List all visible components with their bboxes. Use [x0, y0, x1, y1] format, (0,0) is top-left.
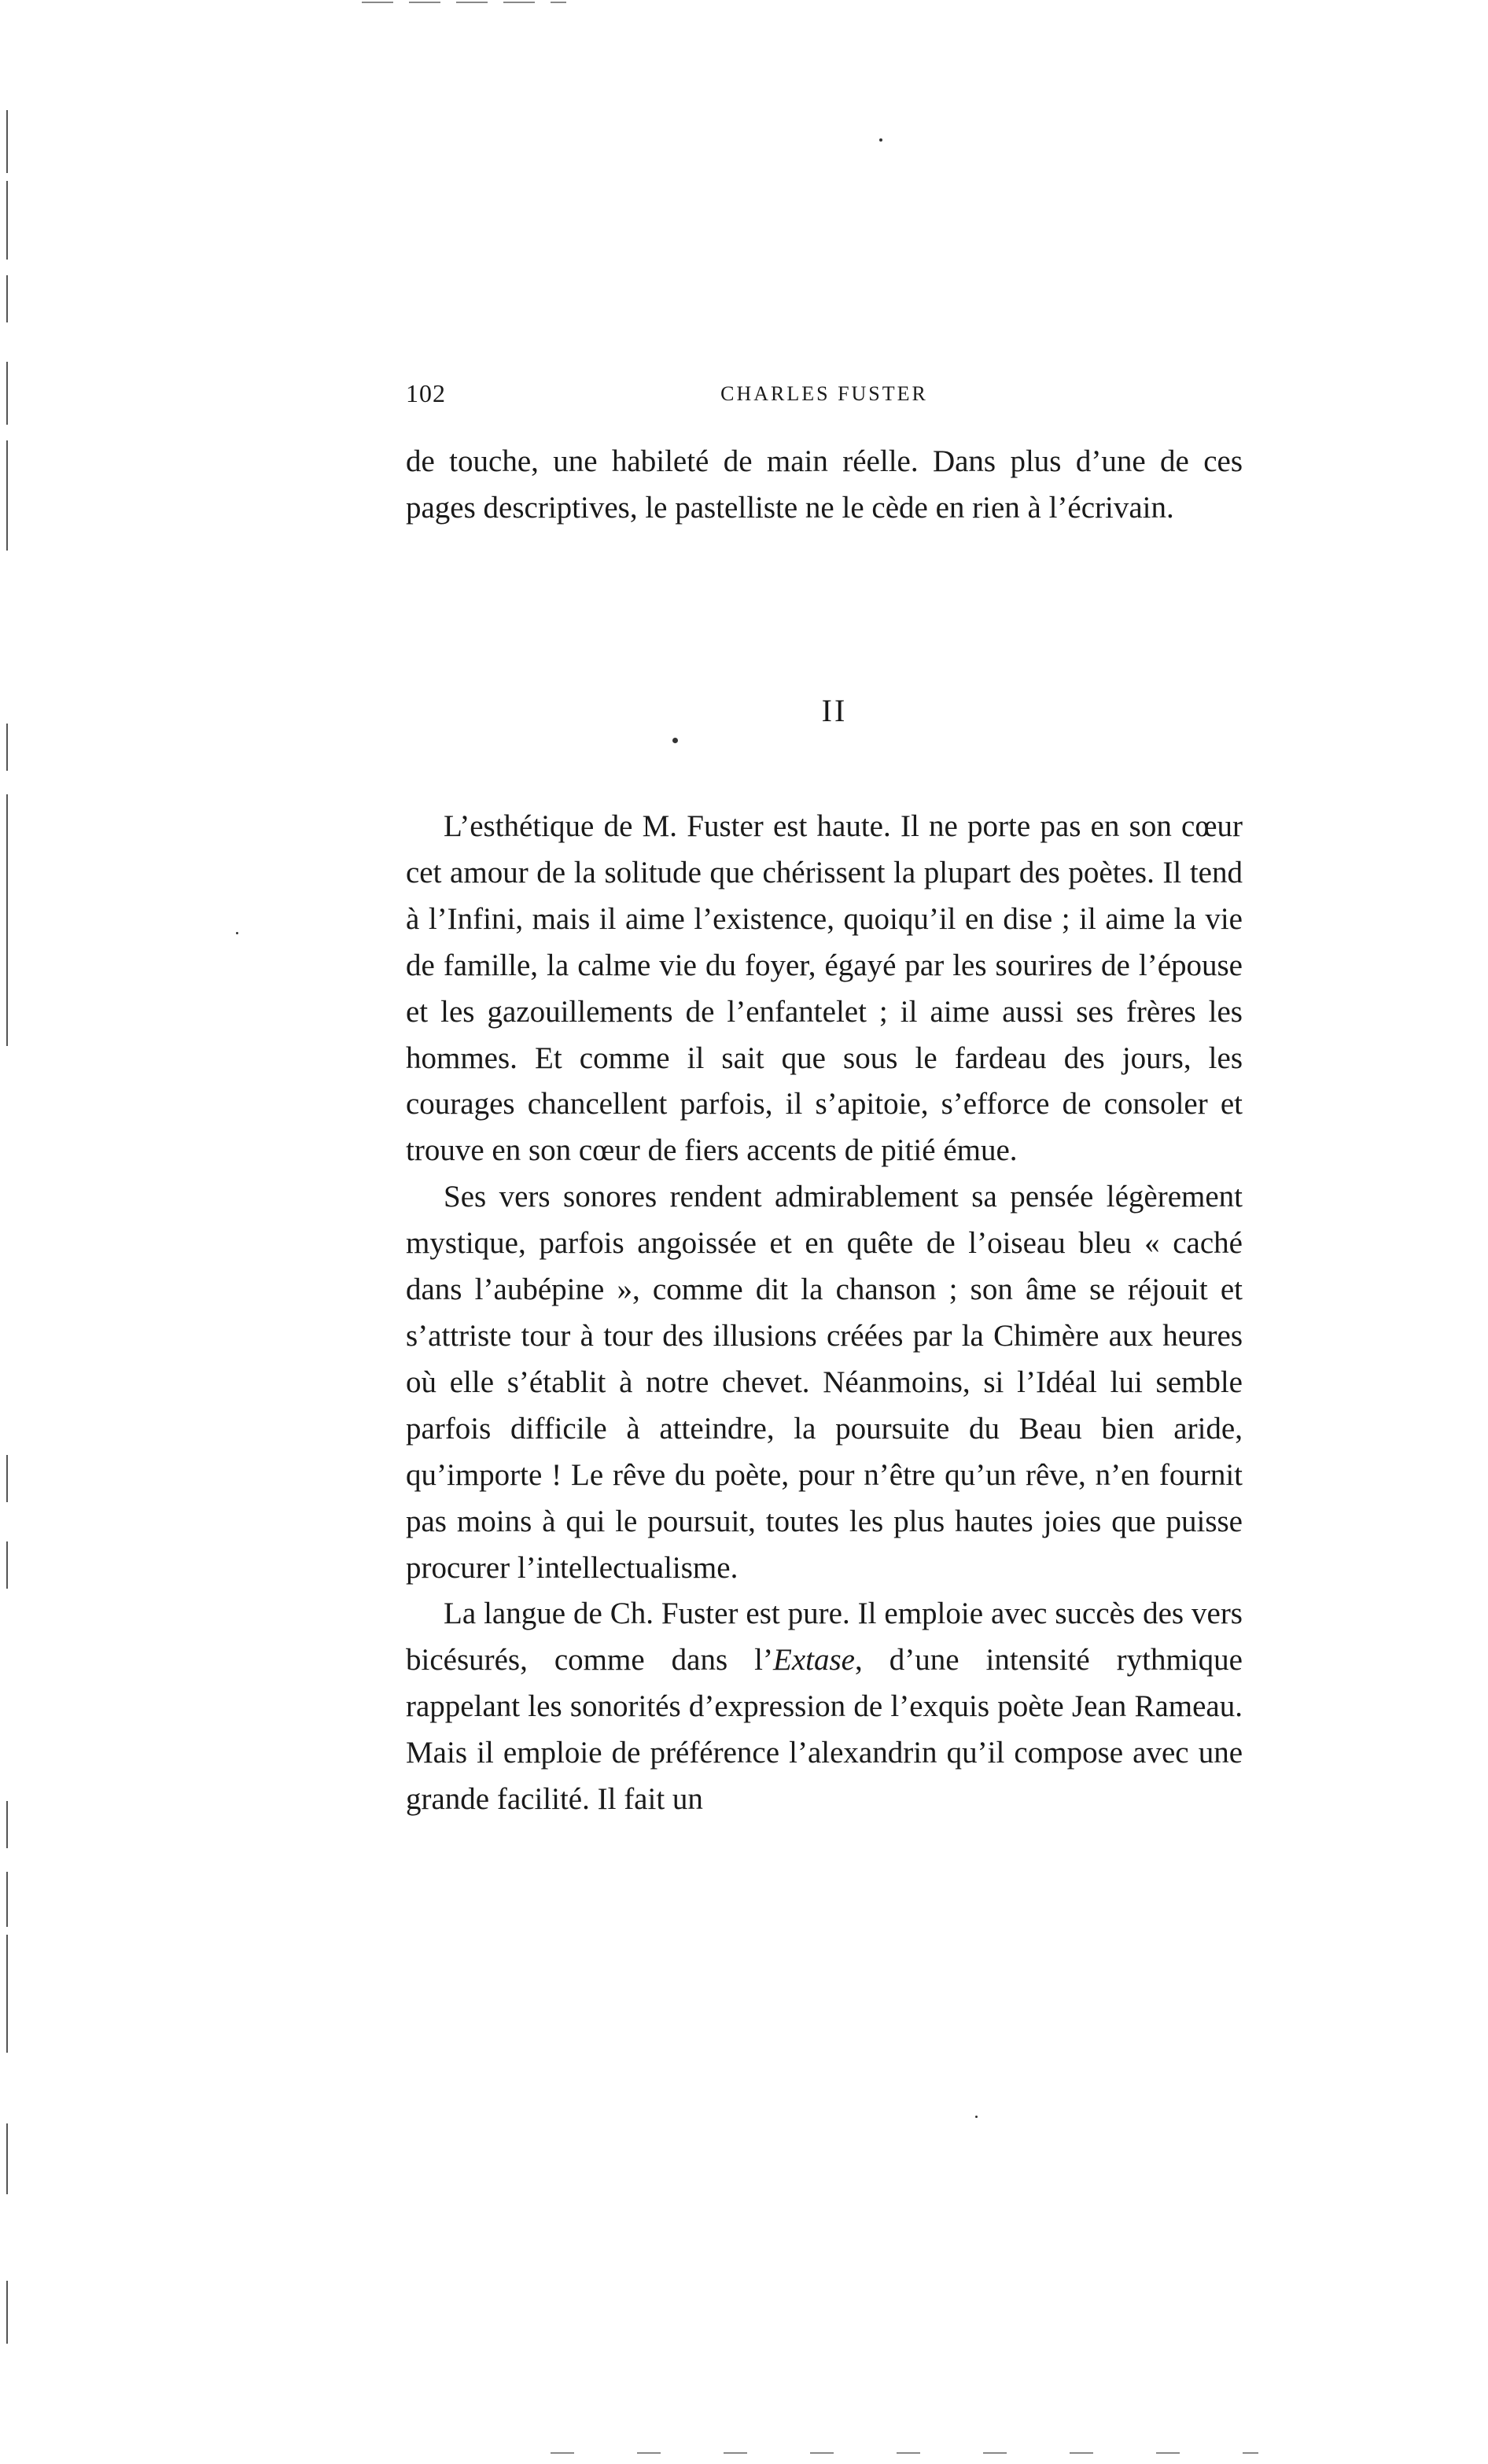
scan-margin-line [6, 440, 8, 551]
scan-margin-line [6, 110, 8, 173]
scan-margin-line [6, 275, 8, 322]
scan-margin-line [6, 1455, 8, 1502]
paragraph-3-text-b: , d’une intensité rythmique rappelant les sonorités d’expression de l’exquis poète Jean Rameau. Mais il emploie de préférence l’alexandrin qu’il compose avec une grande facilité. Il fait un [406, 1643, 1243, 1817]
paragraph-2: Ses vers sonores rendent admirablement sa pensée légèrement mystique, parfois angoissée et en quête de l’oiseau bleu « caché dans l’aubépine », comme dit la chanson ; son âme se réjouit et s’attriste tour à tour des illusions créées par la Chimère aux heures où elle s’établit à notre chevet. Néanmoins, si l’Idéal lui semble parfois difficile à atteindre, la poursuite du Beau bien aride, qu’importe ! Le rêve du poète, pour n’être qu’un rêve, n’en fournit pas moins à qui le poursuit, toutes les plus hautes joies que puisse procurer l’intellectualisme. [406, 1180, 1243, 1585]
page-number: 102 [406, 379, 446, 407]
paragraph-1: L’esthétique de M. Fuster est haute. Il ne porte pas en son cœur cet amour de la solitude que chérissent la plupart des poètes. Il tend à l’Infini, mais il aime l’existence, quoiqu’il en dise ; il aime la vie de famille, la calme vie du foyer, égayé par les sourires de l’épouse et les gazouillements de l’enfantelet ; il aime aussi ses frères les hommes. Et comme il sait que sous le fardeau des jours, les courages chancellent parfois, il s’apitoie, s’efforce de consoler et trouve en son cœur de fiers accents de pitié émue. [406, 809, 1243, 1168]
ink-speck [672, 738, 678, 743]
scan-margin-line [6, 1872, 8, 1927]
ink-speck [236, 932, 238, 934]
scan-margin-line [6, 2123, 8, 2194]
ink-speck [879, 138, 882, 142]
scan-margin-line [6, 362, 8, 425]
scan-margin-line [6, 794, 8, 1046]
intro-paragraph-block [406, 439, 1243, 532]
intro-paragraph: de touche, une habileté de main réelle. Dans plus d’une de ces pages descriptives, le pastelliste ne le cède en rien à l’écrivain. [406, 444, 1243, 525]
scan-margin-line [6, 181, 8, 260]
ink-speck [975, 2116, 978, 2118]
page-header [406, 379, 1243, 418]
scan-artifact [362, 2, 566, 3]
scan-margin-line [6, 1935, 8, 2053]
scan-margin-line [6, 1801, 8, 1848]
scan-margin-line [6, 2281, 8, 2344]
section-heading: II [821, 693, 848, 728]
scan-margin-line [6, 724, 8, 771]
italic-title-extase: Extase [773, 1643, 855, 1678]
running-head: CHARLES FUSTER [720, 382, 928, 405]
paragraph-3 [406, 1591, 1243, 1823]
scan-artifact [551, 2452, 1258, 2454]
scan-margin-line [6, 1541, 8, 1589]
section-body [406, 804, 1243, 1823]
paragraph-3-text-a: La langue de Ch. Fuster est pure. Il emploie avec succès des vers bicésurés, comme dans l’ [406, 1597, 1243, 1678]
